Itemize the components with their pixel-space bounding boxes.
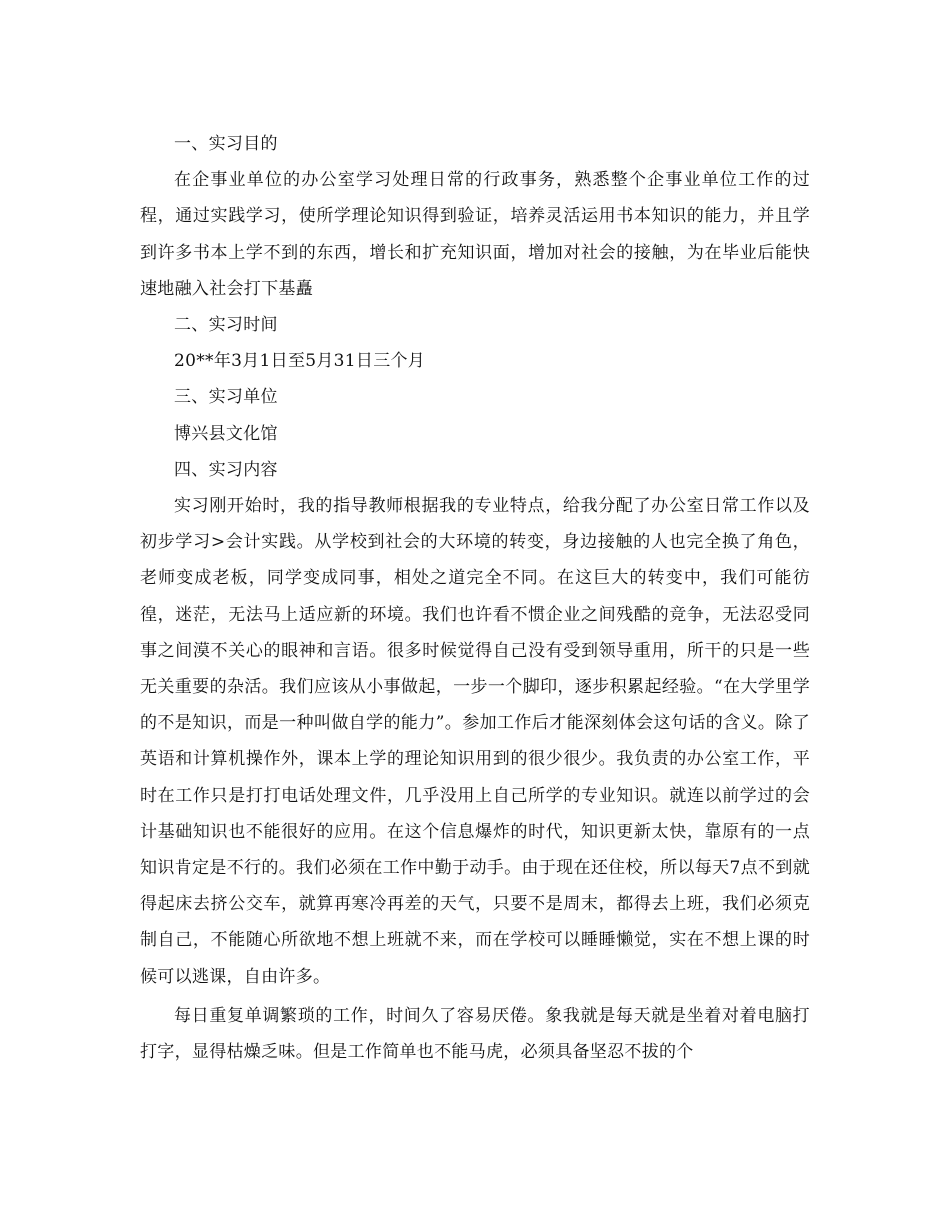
section-heading-content: 四、实习内容 <box>174 459 278 480</box>
content-paragraph: 实习刚开始时，我的指导教师根据我的专业特点，给我分配了办公室日常工作以及初步学习>会计实践。从学校到社会的大环境的转变，身边接触的人也完全换了角色，老师变成老板，同学变成同事，相处之道完全不同。在这巨大的转变中，我们可能彷徨，迷茫，无法马上适应新的环境。我们也许看不惯企业之间残酷的竞争，无法忍受同事之间漠不关心的眼神和言语。很多时候觉得自己没有受到领导重用，所干的只是一些无关重要的杂活。我们应该从小事做起，一步一个脚印，逐步积累起经验。“在大学里学的不是知识，而是一种叫做自学的能力”。参加工作后才能深刻体会这句话的含义。除了英语和计算机操作外，课本上学的理论知识用到的很少很少。我负责的办公室工作，平时在工作只是打打电话处理文件，几乎没用上自己所学的专业知识。就连以前学过的会计基础知识也不能很好的应用。在这个信息爆炸的时代，知识更新太快，靠原有的一点知识肯定是不行的。我们必须在工作中勤于动手。由于现在还住校，所以每天7点不到就得起床去挤公交车，就算再寒冷再差的天气，只要不是周末，都得去上班，我们必须克制自己，不能随心所欲地不想上班就不来，而在学校可以睡睡懒觉，实在不想上课的时候可以逃课，自由许多。 <box>140 496 810 987</box>
section-body-unit: 博兴县文化馆 <box>174 423 278 444</box>
section-body-time: 20**年3月1日至5月31日三个月 <box>174 351 426 372</box>
section-heading-purpose: 一、实习目的 <box>174 134 278 154</box>
content-paragraph: 每日重复单调繁琐的工作，时间久了容易厌倦。象我就是每天就是坐着对着电脑打打字，显得枯燥乏味。但是工作简单也不能马虎，必须具备坚忍不拔的个 <box>140 1005 810 1063</box>
section-heading-time: 二、实习时间 <box>174 315 278 336</box>
section-heading-unit: 三、实习单位 <box>174 387 278 408</box>
section-body-purpose: 在企事业单位的办公室学习处理日常的行政事务，熟悉整个企事业单位工作的过程，通过实践学习，使所学理论知识得到验证，培养灵活运用书本知识的能力，并且学到许多书本上学不到的东西，增长和扩充知识面，增加对社会的接触，为在毕业后能快速地融入社会打下基矗 <box>140 170 810 299</box>
document-body <box>140 126 810 1070</box>
